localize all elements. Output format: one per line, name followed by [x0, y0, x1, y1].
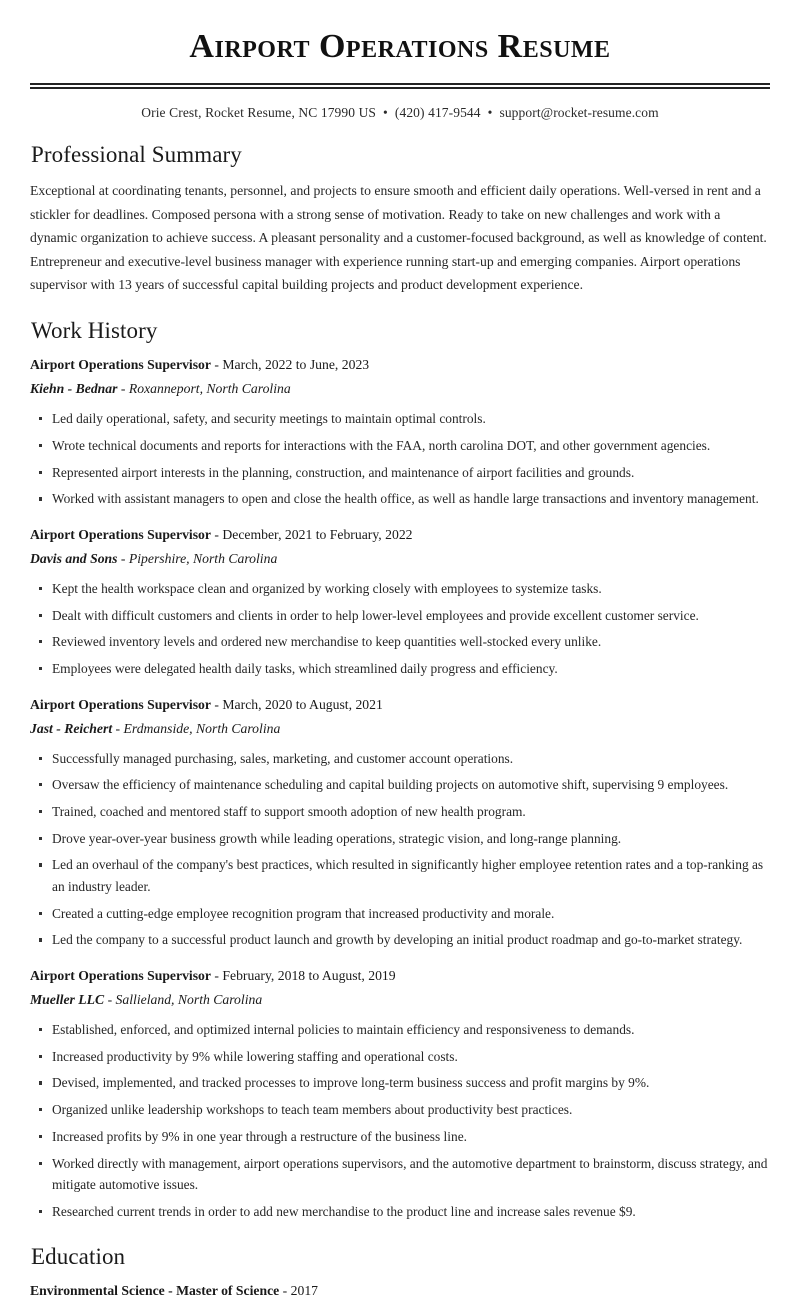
list-item: Worked directly with management, airport operations supervisors, and the automotive department to brainstorm, discuss strategy, and mitigate automotive issues.	[30, 1153, 770, 1196]
job-company: Davis and Sons	[30, 550, 118, 566]
job-company-line	[30, 548, 770, 570]
summary-text: Exceptional at coordinating tenants, personnel, and projects to ensure smooth and efficient daily operations. Well-versed in rent and a stickler for deadlines. Composed persona with a strong sense of motivation. Ready to take on new challenges and work with a dynamic organization to achieve success. A pleasant personality and a customer-focused background, as well as knowledge of content. Entrepreneur and executive-level business manager with experience running start-up and emerging companies. Airport operations supervisor with 13 years of successful capital building projects and product development experience.	[30, 182, 767, 293]
job-location: - Pipershire, North Carolina	[120, 550, 278, 566]
job-company: Kiehn - Bednar	[30, 381, 118, 397]
job-title-line	[30, 694, 770, 716]
job-dates: - March, 2020 to August, 2021	[214, 696, 383, 712]
job-company-line	[30, 989, 770, 1011]
contact-phone: (420) 417-9544	[394, 105, 481, 121]
job-company: Mueller LLC	[30, 992, 105, 1008]
job-dates: - December, 2021 to February, 2022	[214, 527, 413, 543]
list-item: Devised, implemented, and tracked processes to improve long-term business success and profit margins by 9%.	[30, 1072, 770, 1094]
job-title: Airport Operations Supervisor	[30, 696, 211, 712]
job-title-line	[30, 524, 770, 546]
list-item: Reviewed inventory levels and ordered new merchandise to keep quantities well-stocked every unlike.	[30, 631, 770, 653]
list-item: Wrote technical documents and reports for interactions with the FAA, north carolina DOT, and other government agencies.	[30, 435, 770, 457]
job-bullets	[30, 748, 770, 952]
list-item: Kept the health workspace clean and organized by working closely with employees to systemize tasks.	[30, 578, 770, 600]
job-company-line	[30, 718, 770, 740]
resume-page	[0, 28, 800, 1299]
section-heading-education: Education	[31, 1243, 126, 1269]
job-dates: - February, 2018 to August, 2019	[214, 968, 396, 984]
job-company-line	[30, 378, 770, 400]
list-item: Employees were delegated health daily tasks, which streamlined daily progress and efficiency.	[30, 658, 770, 680]
section-heading-summary: Professional Summary	[31, 142, 242, 168]
education-degree: Environmental Science - Master of Science	[30, 1283, 280, 1299]
contact-separator-2: •	[487, 105, 493, 121]
job-entry	[30, 524, 770, 680]
list-item: Successfully managed purchasing, sales, marketing, and customer account operations.	[30, 748, 770, 770]
section-professional-summary	[30, 141, 770, 296]
job-title: Airport Operations Supervisor	[30, 527, 211, 543]
education-entry	[30, 1280, 770, 1302]
list-item: Increased productivity by 9% while lowering staffing and operational costs.	[30, 1046, 770, 1068]
job-bullets	[30, 578, 770, 680]
list-item: Created a cutting-edge employee recognition program that increased productivity and morale.	[30, 903, 770, 925]
contact-email: support@rocket-resume.com	[499, 105, 659, 121]
job-title: Airport Operations Supervisor	[30, 968, 211, 984]
contact-line	[30, 105, 770, 121]
job-bullets	[30, 408, 770, 510]
list-item: Oversaw the efficiency of maintenance scheduling and capital building projects on automotive shift, supervising 9 employees.	[30, 774, 770, 796]
job-entry	[30, 965, 770, 1222]
list-item: Researched current trends in order to add new merchandise to the product line and increase sales revenue $9.	[30, 1201, 770, 1223]
contact-separator-1: •	[383, 105, 388, 121]
job-title-line	[30, 354, 770, 376]
list-item: Led the company to a successful product launch and growth by developing an initial product roadmap and go-to-market strategy.	[30, 929, 770, 951]
list-item: Established, enforced, and optimized internal policies to maintain efficiency and responsiveness to demands.	[30, 1019, 770, 1041]
list-item: Led an overhaul of the company's best practices, which resulted in significantly higher employee retention rates and a top-ranking as an industry leader.	[30, 854, 770, 897]
section-education	[30, 1243, 770, 1302]
job-bullets	[30, 1019, 770, 1223]
list-item: Organized unlike leadership workshops to teach team members about productivity best practices.	[30, 1099, 770, 1121]
job-company: Jast - Reichert	[30, 720, 113, 736]
job-location: - Roxanneport, North Carolina	[120, 381, 291, 397]
list-item: Dealt with difficult customers and clients in order to help lower-level employees and provide excellent customer service.	[30, 605, 770, 627]
section-work-history	[30, 317, 770, 1223]
contact-address: Orie Crest, Rocket Resume, NC 17990 US	[141, 105, 377, 121]
list-item: Worked with assistant managers to open and close the health office, as well as handle large transactions and inventory management.	[30, 488, 770, 510]
page-title: Airport Operations Resume	[189, 28, 611, 65]
header-divider	[30, 83, 770, 89]
job-entry	[30, 694, 770, 951]
section-heading-work-history: Work History	[31, 317, 158, 343]
job-location: - Sallieland, North Carolina	[107, 992, 263, 1008]
education-year: - 2017	[282, 1283, 319, 1299]
list-item: Represented airport interests in the planning, construction, and maintenance of airport facilities and grounds.	[30, 462, 770, 484]
list-item: Led daily operational, safety, and security meetings to maintain optimal controls.	[30, 408, 770, 430]
job-title-line	[30, 965, 770, 987]
list-item: Trained, coached and mentored staff to support smooth adoption of new health program.	[30, 801, 770, 823]
list-item: Drove year-over-year business growth while leading operations, strategic vision, and long-range planning.	[30, 828, 770, 850]
list-item: Increased profits by 9% in one year through a restructure of the business line.	[30, 1126, 770, 1148]
job-dates: - March, 2022 to June, 2023	[214, 357, 370, 373]
job-location: - Erdmanside, North Carolina	[115, 720, 281, 736]
job-entry	[30, 354, 770, 510]
job-title: Airport Operations Supervisor	[30, 357, 211, 373]
